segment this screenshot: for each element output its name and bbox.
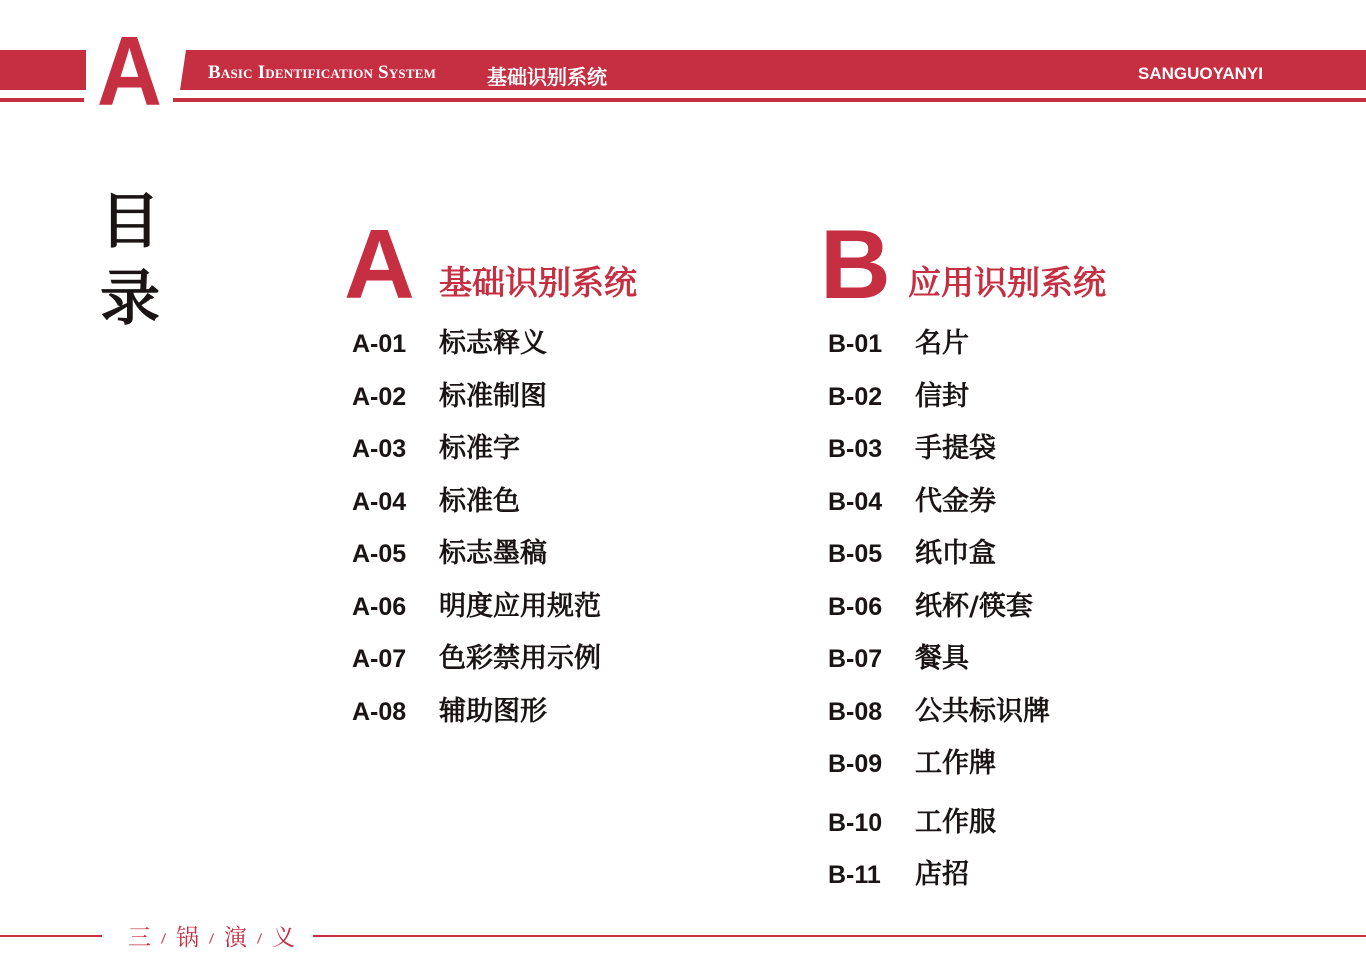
toc-item-code: A-02: [352, 382, 407, 411]
toc-item-code: A-05: [352, 540, 407, 568]
toc-item-code: A-04: [352, 487, 407, 516]
toc-item-b10[interactable]: [828, 805, 1050, 858]
header-rule: [173, 98, 1366, 102]
toc-item-code: A-07: [352, 645, 407, 673]
toc-item-label: 明度应用规范: [439, 590, 601, 622]
toc-item-label: 工作牌: [915, 748, 996, 779]
footer-brand-char: 演: [224, 925, 247, 951]
section-a-title: 基础识别系统: [439, 263, 637, 302]
toc-item-code: B-03: [828, 435, 883, 463]
toc-item-code: A-06: [352, 592, 407, 621]
toc-item-label: 色彩禁用示例: [439, 643, 601, 674]
section-b-items: [828, 326, 1050, 910]
header-band-left: [0, 50, 86, 90]
toc-item-b03[interactable]: [828, 431, 1050, 484]
toc-item-code: B-07: [828, 645, 883, 673]
footer-brand-char: 锅: [176, 925, 199, 951]
toc-item-b01[interactable]: [828, 326, 1050, 379]
toc-item-code: B-09: [828, 750, 883, 778]
footer-separator: [161, 933, 166, 944]
toc-item-code: B-05: [828, 540, 883, 568]
toc-item-b04[interactable]: [828, 484, 1050, 537]
toc-item-code: A-08: [352, 697, 407, 726]
toc-item-label: 代金券: [915, 485, 996, 517]
toc-item-code: B-08: [828, 697, 883, 726]
footer-rule-right: [313, 935, 1366, 937]
toc-item-a08[interactable]: [352, 694, 601, 747]
toc-item-a04[interactable]: [352, 484, 601, 537]
toc-item-label: 名片: [915, 328, 969, 359]
toc-item-a06[interactable]: [352, 589, 601, 642]
toc-item-label: 信封: [915, 380, 969, 412]
header-rule-left: [0, 98, 84, 102]
toc-item-label: 工作服: [915, 806, 996, 838]
footer-separator: [209, 933, 214, 944]
toc-item-label: 标志释义: [439, 328, 547, 359]
toc-item-label: 辅助图形: [439, 695, 547, 727]
header-title-cn: 基础识别系统: [487, 65, 607, 89]
toc-item-b09[interactable]: [828, 746, 1050, 799]
toc-item-code: A-03: [352, 435, 407, 463]
toc-item-a01[interactable]: [352, 326, 601, 379]
toc-item-a05[interactable]: [352, 536, 601, 589]
toc-item-code: B-10: [828, 808, 883, 837]
footer-rule-left: [0, 935, 102, 937]
footer-brand: [128, 919, 295, 952]
section-a-items: [352, 326, 601, 746]
footer-brand-char: 三: [128, 925, 151, 951]
toc-item-label: 标准制图: [439, 380, 547, 412]
header-section-letter: A: [96, 16, 162, 126]
toc-item-label: 纸巾盒: [915, 538, 996, 569]
toc-item-label: 公共标识牌: [915, 695, 1050, 727]
footer-brand-char: 义: [272, 925, 295, 951]
toc-item-label: 店招: [915, 859, 969, 890]
section-b-letter: B: [820, 209, 891, 319]
toc-item-code: B-06: [828, 592, 883, 621]
toc-item-label: 餐具: [915, 643, 969, 674]
toc-item-label: 标志墨稿: [439, 538, 547, 569]
toc-item-a03[interactable]: [352, 431, 601, 484]
toc-item-b07[interactable]: [828, 641, 1050, 694]
toc-item-label: 标准色: [439, 485, 520, 517]
header-title-en: Basic Identification System: [208, 62, 437, 83]
toc-item-b05[interactable]: [828, 536, 1050, 589]
section-b-title: 应用识别系统: [908, 263, 1106, 302]
toc-item-code: B-11: [828, 861, 881, 889]
toc-item-code: B-02: [828, 382, 883, 411]
toc-item-label: 纸杯/筷套: [915, 590, 1033, 622]
toc-item-b06[interactable]: [828, 589, 1050, 642]
footer-separator: [257, 933, 262, 944]
toc-item-a02[interactable]: [352, 379, 601, 432]
toc-item-label: 手提袋: [915, 433, 996, 464]
toc-item-code: B-01: [828, 330, 883, 358]
toc-item-a07[interactable]: [352, 641, 601, 694]
toc-item-b08[interactable]: [828, 694, 1050, 747]
toc-item-label: 标准字: [439, 433, 520, 464]
section-a-letter: A: [344, 209, 415, 319]
toc-title: 目录: [100, 187, 160, 334]
toc-item-code: A-01: [352, 330, 407, 358]
toc-item-code: B-04: [828, 487, 883, 516]
toc-item-b02[interactable]: [828, 379, 1050, 432]
header-brand: SANGUOYANYI: [1137, 64, 1263, 83]
toc-item-b11[interactable]: [828, 857, 1050, 910]
